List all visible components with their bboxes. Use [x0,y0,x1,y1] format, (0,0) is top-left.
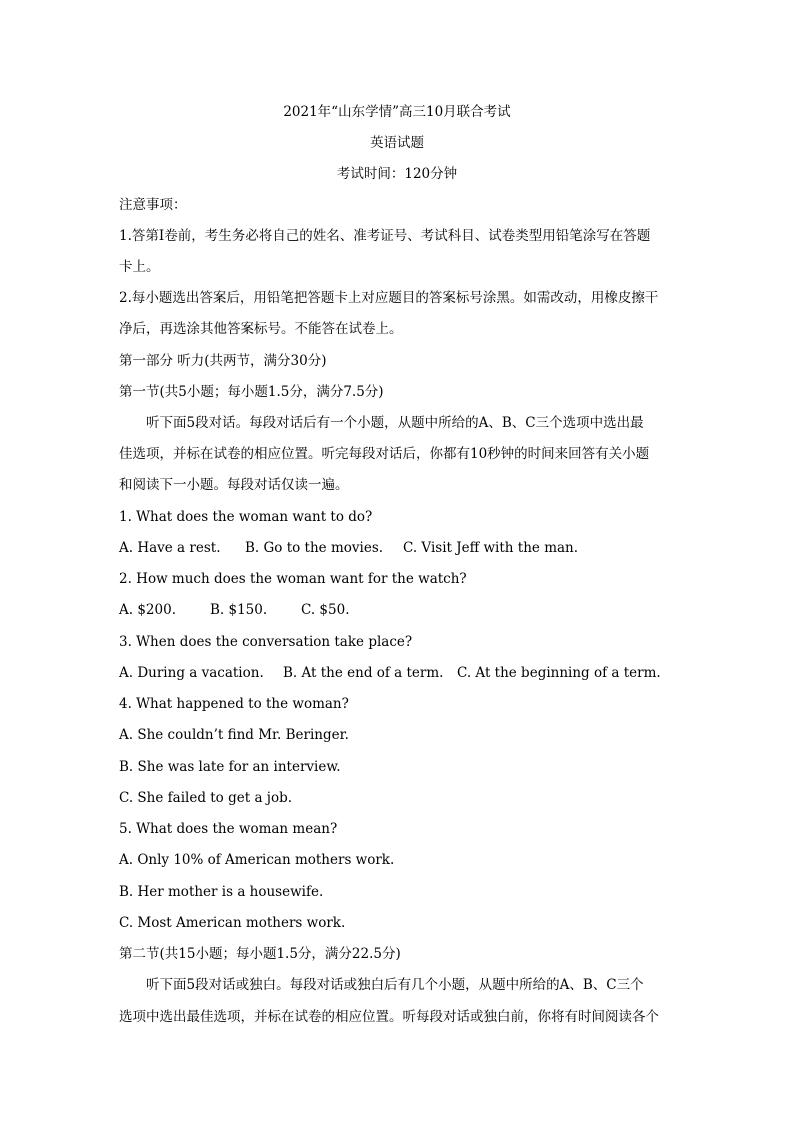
question-1-option-b: B. Go to the movies. [245,540,384,556]
section2-instruction-line-1: 听下面5段对话或独白。每段对话或独白后有几个小题，从题中所给的A、B、C三个 [146,977,644,993]
question-3: 3. When does the conversation take place? [119,634,413,650]
question-3-option-a: A. During a vacation. [119,665,264,681]
question-3-option-c: C. At the beginning of a term. [457,665,661,681]
question-4-option-b: B. She was late for an interview. [119,759,341,775]
section2-heading: 第二节(共15小题；每小题1.5分，满分22.5分) [119,946,401,962]
question-2: 2. How much does the woman want for the watch? [119,571,467,587]
notice-heading: 注意事项： [119,197,187,213]
question-2-option-c: C. $50. [301,602,350,618]
question-1-options [119,539,679,557]
section1-heading: 第一节(共5小题；每小题1.5分，满分7.5分) [119,384,384,400]
question-1-option-c: C. Visit Jeff with the man. [403,540,579,556]
question-5-option-b: B. Her mother is a housewife. [119,884,324,900]
notice-item-2-line-1: 2.每小题选出答案后，用铅笔把答题卡上对应题目的答案标号涂黑。如需改动，用橡皮擦干 [119,290,659,306]
part1-heading: 第一部分 听力(共两节，满分30分) [119,353,327,369]
notice-item-1-line-1: 1.答第I卷前，考生务必将自己的姓名、准考证号、考试科目、试卷类型用铅笔涂写在答题 [119,228,651,244]
question-5: 5. What does the woman mean? [119,821,338,837]
question-4-option-c: C. She failed to get a job. [119,790,293,806]
question-1-option-a: A. Have a rest. [119,540,221,556]
section1-instruction-line-3: 和阅读下一小题。每段对话仅读一遍。 [119,477,349,493]
question-3-options [119,664,679,682]
question-2-option-b: B. $150. [210,602,268,618]
question-5-option-a: A. Only 10% of American mothers work. [119,852,395,868]
section1-instruction-line-2: 佳选项，并标在试卷的相应位置。听完每段对话后，你都有10秒钟的时间来回答有关小题 [119,446,650,462]
section1-instruction-line-1: 听下面5段对话。每段对话后有一个小题，从题中所给的A、B、C三个选项中选出最 [146,415,644,431]
question-4-option-a: A. She couldn’t find Mr. Beringer. [119,727,349,743]
question-2-option-a: A. $200. [119,602,176,618]
section2-instruction-line-2: 选项中选出最佳选项，并标在试卷的相应位置。听每段对话或独白前，你将有时间阅读各个 [119,1009,659,1025]
notice-item-1-line-2: 卡上。 [119,259,160,275]
question-1: 1. What does the woman want to do? [119,509,373,525]
question-2-options [119,601,679,619]
exam-time: 考试时间：120分钟 [336,166,458,182]
exam-subject: 英语试题 [370,135,424,151]
question-4: 4. What happened to the woman? [119,696,349,712]
exam-title: 2021年“山东学情”高三10月联合考试 [283,104,511,120]
question-5-option-c: C. Most American mothers work. [119,915,346,931]
question-3-option-b: B. At the end of a term. [283,665,444,681]
notice-item-2-line-2: 净后，再选涂其他答案标号。不能答在试卷上。 [119,321,403,337]
